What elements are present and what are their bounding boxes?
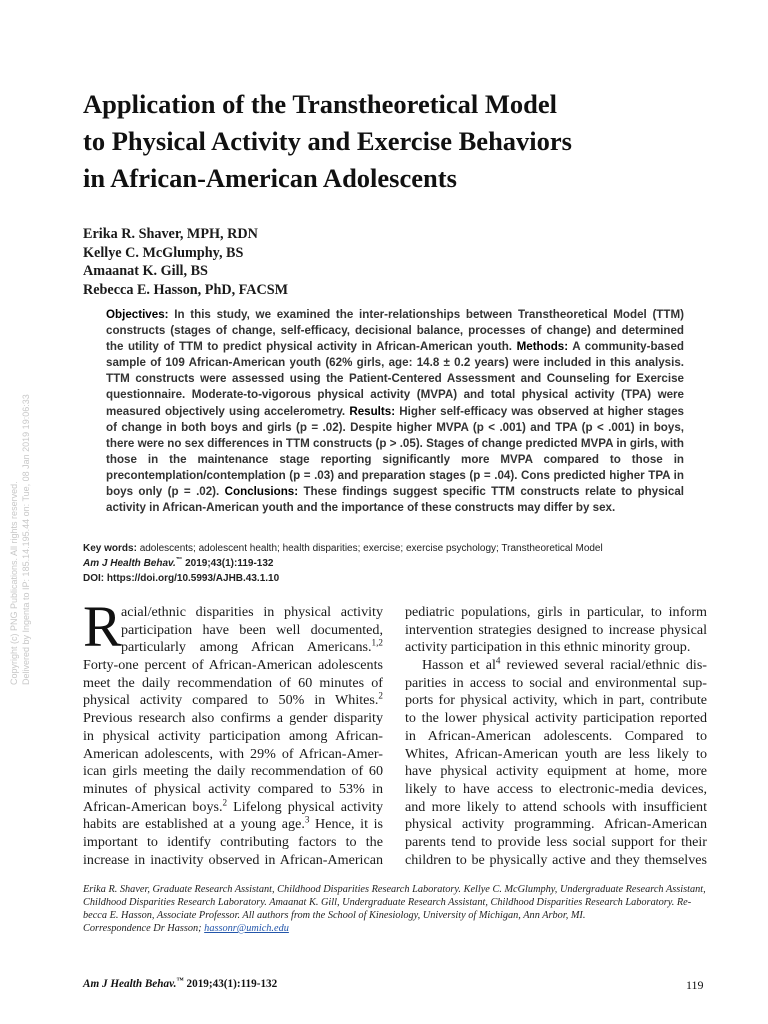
body-line: ports for physical activity, which in part, contribute — [405, 692, 707, 709]
trademark: ™ — [175, 556, 183, 564]
author-footnote — [83, 883, 708, 935]
objectives-label: Objectives: — [106, 308, 169, 321]
results-label: Results: — [349, 404, 396, 418]
body-line: parents tend to provide less social support for their — [405, 833, 707, 850]
conclusions-text: These findings suggest specific TTM constructs relate to physical activity in African-American youth and the importance of these constructs may differ by sex. — [106, 485, 684, 515]
footer-trademark: ™ — [176, 976, 184, 985]
footnote-line: Childhood Disparities Research Laboratory. Amaanat K. Gill, Undergraduate Research Assistant, Childhood Disparities Research Laboratory. Re- — [83, 897, 692, 908]
body-line: Forty-one percent of African-American adolescents — [83, 657, 383, 674]
footnote-line: Erika R. Shaver, Graduate Research Assistant, Childhood Disparities Research Laboratory. Kellye C. McGlumphy, Undergraduate Research Assistant, — [83, 884, 706, 895]
body-line: Previous research also confirms a gender disparity — [83, 710, 383, 727]
body-line: have physical activity equipment at home, more — [405, 763, 707, 780]
author: Amaanat K. Gill, BS — [83, 263, 208, 279]
body-line: increase in inactivity observed in African-American — [83, 851, 383, 868]
conclusions-label: Conclusions: — [224, 485, 299, 499]
copyright-watermark — [10, 345, 44, 685]
doi-link[interactable]: https://doi.org/10.5993/AJHB.43.1.10 — [106, 573, 280, 584]
citation — [83, 556, 723, 571]
objectives-text: In this study, we examined the inter-relationships between Transtheoretical Model (TTM) constructs (stages of change, self-efficacy, decisional balance, processes of change) and determined the utility of TTM to predict physical activity in African-American youth. — [106, 308, 684, 354]
results-text: Higher self-efficacy was observed at higher stages of change in both boys and girls (p = .02). Despite higher MVPA (p < .001) and TPA (p < .001) in boys, there were no sex differences in TTM constructs (p > .05). Stages of change predicted MVPA in girls, with those in the maintenance stage reporting significantly more MVPA compared to those in precontemplation/contemplation (p = .03) and preparation stages (p = .04). Cons predicted higher TPA in boys only (p = .02). — [106, 404, 684, 499]
title-line: in African-American Adolescents — [83, 163, 457, 193]
title-line: Application of the Transtheoretical Model — [83, 89, 558, 119]
body-line: minutes of physical activity compared to 53% in — [83, 780, 383, 797]
body-line: activity participation in this ethnic minority group. — [405, 639, 691, 656]
body-line: particularly among African Americans.$^{1,2}$ — [121, 637, 383, 656]
title-line: to Physical Activity and Exercise Behaviors — [83, 126, 572, 156]
body-line: acial/ethnic disparities in physical activity — [121, 604, 383, 620]
methods-label: Methods: — [516, 340, 569, 354]
abstract — [106, 307, 684, 516]
keywords-label: Key words: — [83, 543, 137, 554]
methods-text: A community-based sample of 109 African-American youth (62% girls, age: 14.8 ± 0.2 years) were included in this analysis. TTM constructs were assessed using the Patient-Centered Assessment and Counseling for Exercise questionnaire. Moderate-to-vigorous physical activity (MVPA) and total physical activity (TPA) were measured objectively using accelerometry. — [106, 340, 684, 418]
keywords-text: adolescents; adolescent health; health disparities; exercise; exercise psychology; Transtheoretical Model — [139, 543, 603, 554]
drop-cap: R — [83, 594, 122, 659]
email-link[interactable]: hassonr@umich.edu — [204, 923, 289, 934]
body-column-right — [405, 604, 707, 869]
citation-text: 2019;43(1):119-132 — [185, 558, 274, 569]
article-meta — [83, 541, 723, 586]
body-line: in physical activity participation among African- — [83, 727, 383, 744]
body-line: Hasson et $al^4$ reviewed several racial/ethnic dis- — [422, 655, 707, 674]
body-line: Whites, African-American youth are less likely to — [405, 745, 707, 762]
body-line: likely to have access to electronic-media devices, — [405, 780, 707, 797]
page-number: 119 — [686, 978, 704, 992]
watermark-line-1: Copyright (c) PNG Publications. All rights reserved. — [9, 481, 19, 685]
doi-label: DOI: — [83, 573, 105, 584]
watermark-line-2: Delivered by Ingenta to IP: 185.14.195.44 on: Tue, 08 Jan 2019 19:06:33 — [21, 394, 31, 685]
author: Rebecca E. Hasson, PhD, FACSM — [83, 281, 289, 298]
body-line: ican girls meeting the daily recommendation of 60 — [83, 763, 383, 780]
body-line: important to identify contributing factors to the — [83, 833, 383, 850]
body-line: meet the daily recommendation of 60 minutes of — [83, 674, 383, 691]
footnote-line: becca E. Hasson, Associate Professor. All authors from the School of Kinesiology, University of Michigan, Ann Arbor, MI. — [83, 910, 586, 921]
body-line: participation have been well documented, — [121, 621, 383, 638]
body-column-left — [83, 594, 383, 869]
footer-citation: 2019;43(1):119-132 — [183, 978, 278, 990]
footer-journal: Am J Health Behav. — [83, 978, 177, 990]
body-line: habits are established at a young age.$^3$ Hence, it is — [83, 814, 383, 833]
journal-name: Am J Health Behav. — [83, 558, 176, 569]
body-line: pediatric populations, girls in particular, to inform — [405, 604, 707, 620]
correspondence-label: Correspondence Dr Hasson; — [83, 923, 205, 934]
body-line: intervention strategies designed to increase physical — [405, 621, 707, 638]
body-line: parities in access to social and environmental sup- — [405, 674, 707, 691]
author: Kellye C. McGlumphy, BS — [83, 244, 244, 261]
page-footer-citation — [83, 978, 277, 990]
body-line: children to be physically active and they themselves — [405, 851, 707, 868]
body-line: physical activity compared to 50% in Whites.$^2$ — [83, 690, 383, 709]
body-line: in African-American adolescents. Compared to — [405, 727, 707, 744]
body-line: to the lower physical activity participation reported — [405, 710, 707, 727]
body-line: physical activity programming. African-American — [405, 816, 707, 833]
body-line: American adolescents, with 29% of African-Amer- — [83, 745, 383, 762]
author-list — [83, 225, 583, 299]
body-line: African-American boys.$^2$ Lifelong physical activity — [83, 796, 383, 815]
body-line: and more likely to attend schools with insufficient — [405, 798, 707, 815]
doi — [83, 571, 723, 586]
keywords — [83, 541, 723, 556]
article-title — [83, 86, 703, 197]
footnote-line — [83, 922, 708, 935]
author: Erika R. Shaver, MPH, RDN — [83, 226, 258, 242]
